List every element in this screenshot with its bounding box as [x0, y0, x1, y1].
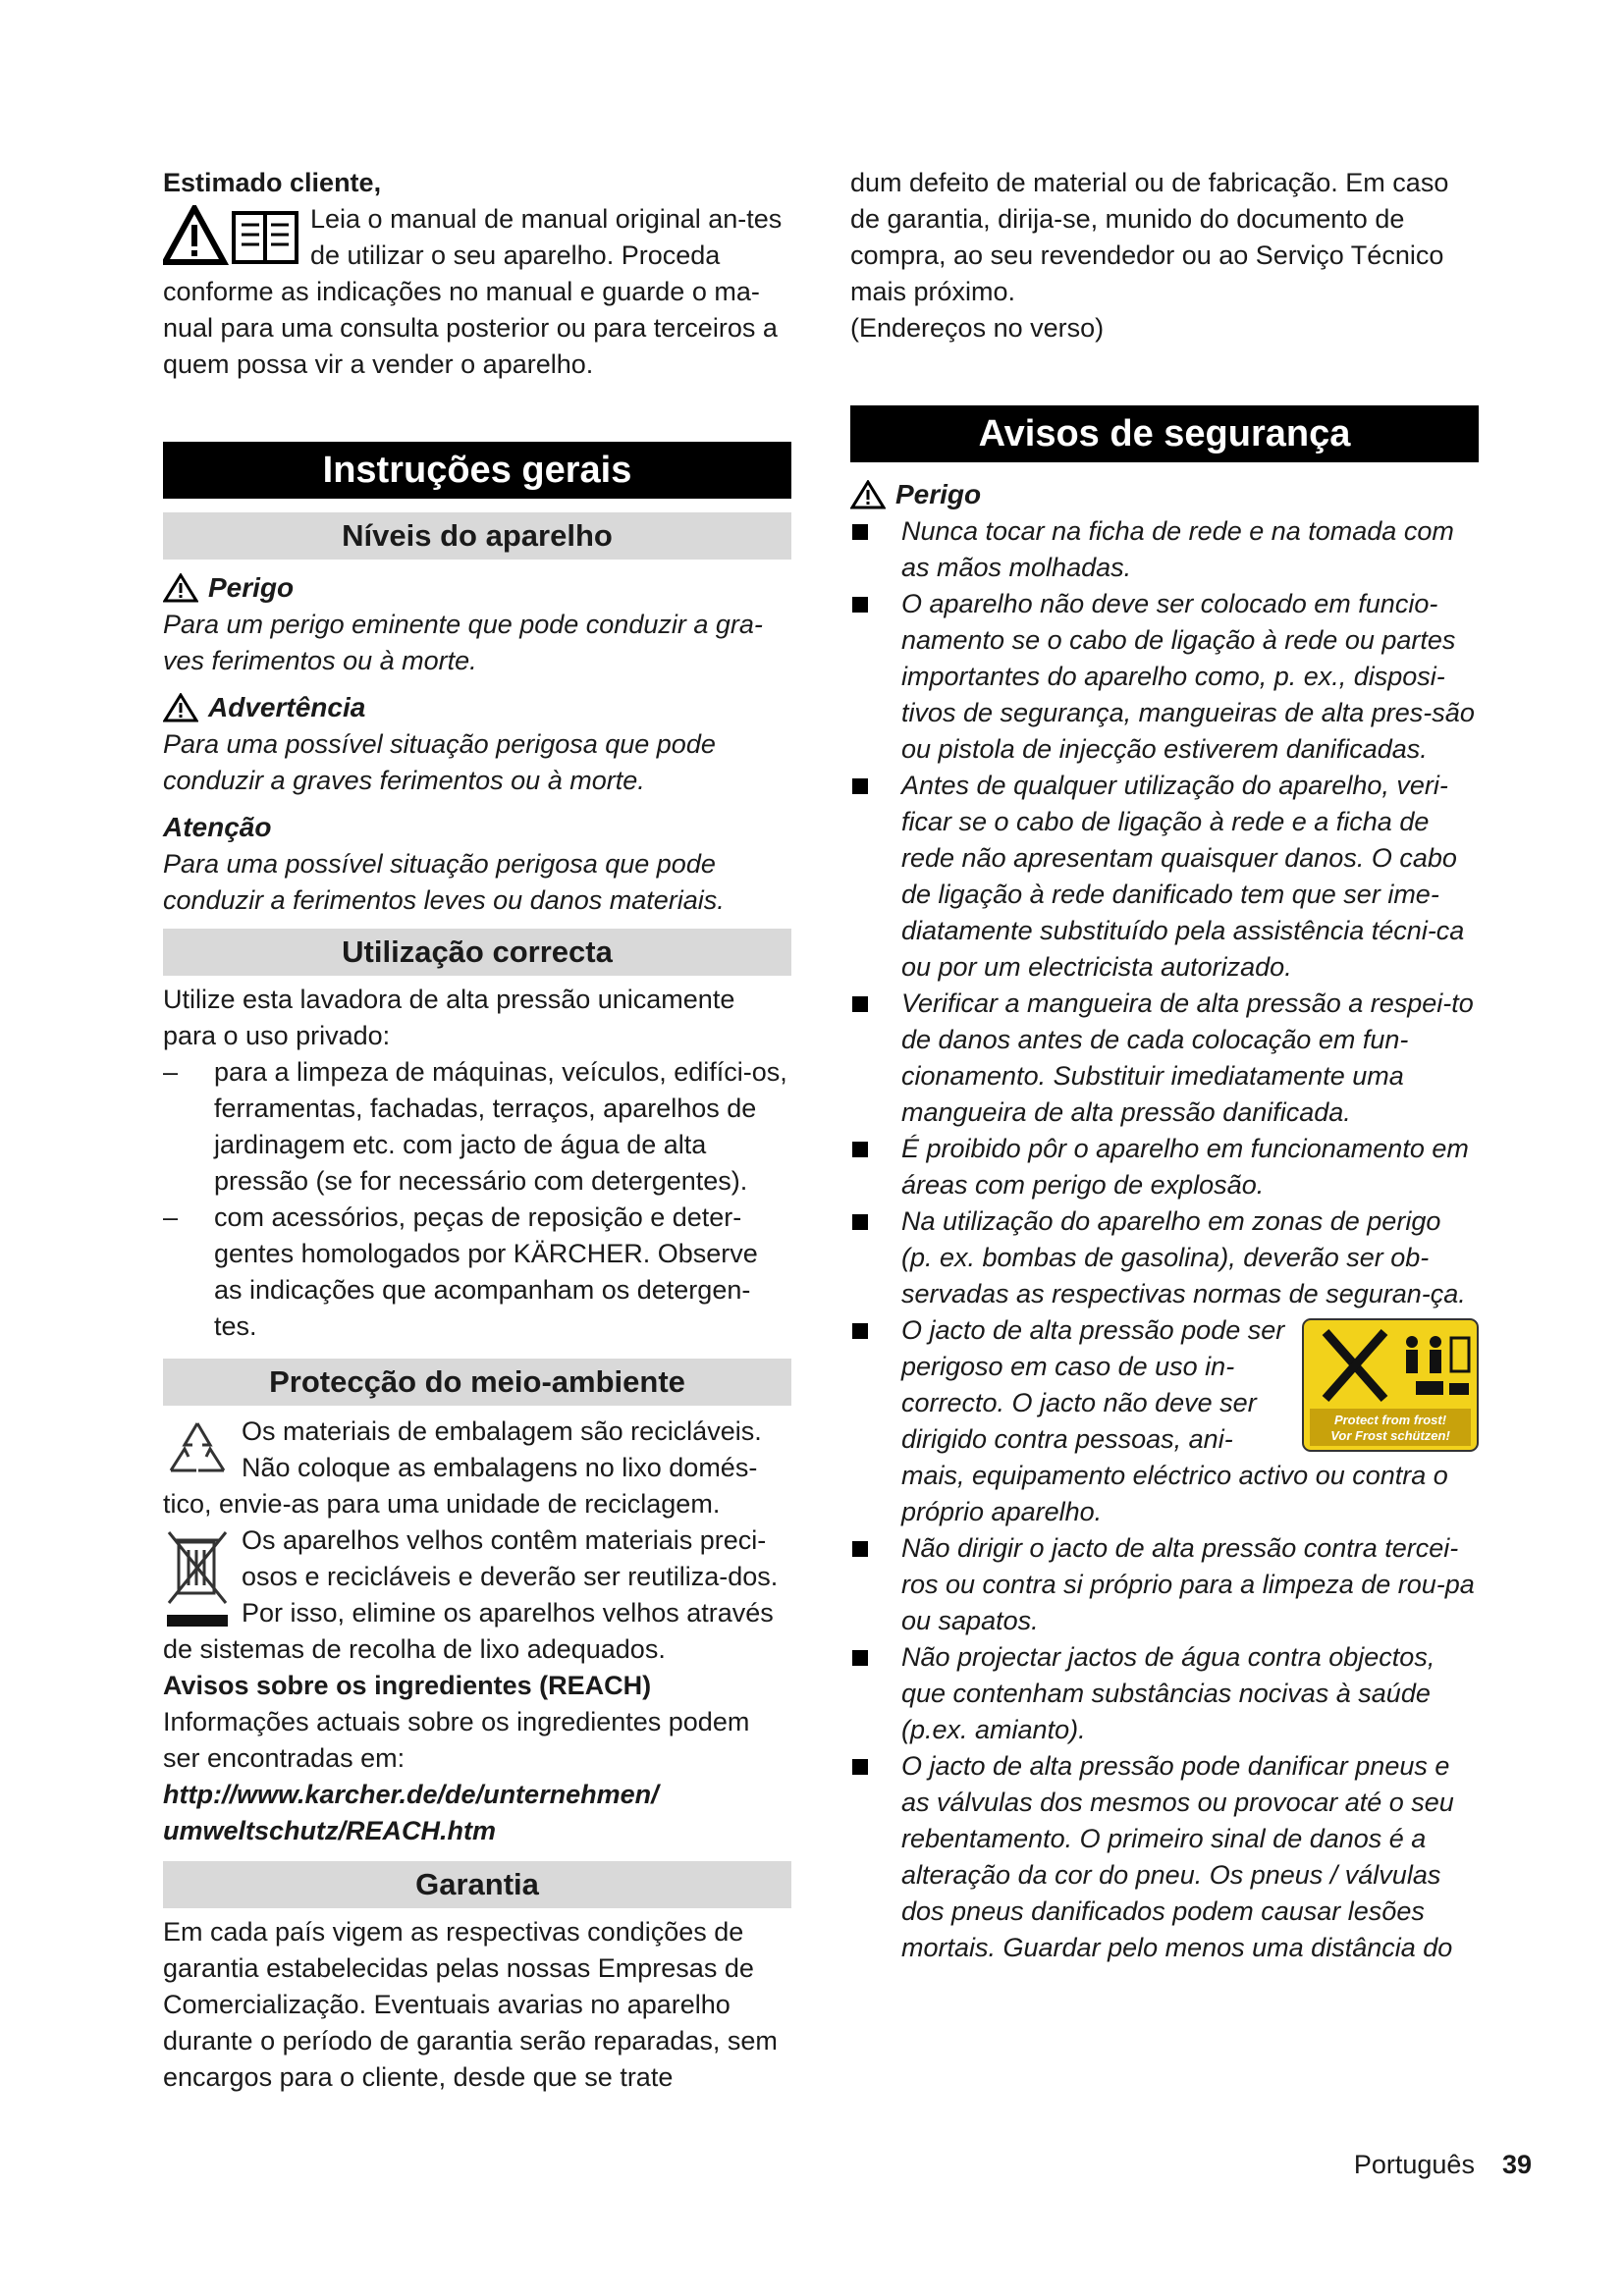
bullet-square-icon [852, 597, 868, 613]
warranty-addresses: (Endereços no verso) [850, 313, 1105, 343]
reach-text: Informações actuais sobre os ingredientes podem ser encontradas em: [163, 1707, 750, 1773]
safety-list [850, 513, 1479, 1966]
warranty-header: Garantia [163, 1861, 791, 1908]
bullet-square-icon [852, 1759, 868, 1775]
device-levels-header: Níveis do aparelho [163, 512, 791, 560]
svg-text:Protect from frost!: Protect from frost! [1333, 1413, 1447, 1427]
warranty-text-left: Em cada país vigem as respectivas condições de garantia estabelecidas pelas nossas Empresas de Comercialização. Eventuais avarias no aparelho durante o período de garantia serão reparadas, sem encargos para o cliente, desde que se trate [163, 1917, 778, 2092]
right-column [850, 165, 1479, 1966]
advertencia-text: Para uma possível situação perigosa que pode conduzir a graves ferimentos ou à morte. [163, 729, 716, 795]
bullet-square-icon [852, 1214, 868, 1230]
bullet-square-icon [852, 778, 868, 794]
environment-header: Protecção do meio-ambiente [163, 1359, 791, 1406]
intro-block [163, 201, 791, 383]
list-item: Na utilização do aparelho em zonas de perigo (p. ex. bombas de gasolina), deverão ser ob-servadas as respectivas normas de seguran-ça. [850, 1203, 1479, 1312]
correct-use-list [163, 1054, 791, 1345]
list-item: O aparelho não deve ser colocado em funcio-namento se o cabo de ligação à rede ou partes importantes do aparelho como, p. ex., disposi-tivos de segurança, mangueiras de alta pres-são ou pistola de injecção estiverem danificadas. [850, 586, 1479, 768]
atencao-label: Atenção [163, 812, 272, 842]
reach-link-2[interactable]: umweltschutz/REACH.htm [163, 1816, 497, 1845]
left-column [163, 165, 791, 2096]
perigo-title [163, 569, 791, 607]
correct-use-intro: Utilize esta lavadora de alta pressão unicamente para o uso privado: [163, 985, 735, 1050]
frost-warning-label-icon [1302, 1318, 1479, 1452]
safety-perigo-label: Perigo [895, 479, 982, 509]
list-item: Não projectar jactos de água contra objectos, que contenham substâncias nocivas à saúde (p.ex. amianto). [850, 1639, 1479, 1748]
bullet-square-icon [852, 1541, 868, 1557]
warning-triangle-icon [163, 693, 198, 722]
bullet-square-icon [852, 1142, 868, 1157]
greeting: Estimado cliente, [163, 168, 382, 197]
perigo-text: Para um perigo eminente que pode conduzir a gra-ves ferimentos ou à morte. [163, 610, 763, 675]
list-item: Protect from frost! Vor Frost schützen! O jacto de alta pressão pode ser perigoso em caso de uso in-correcto. O jacto não deve ser dirigido contra pessoas, ani-mais, equipamento eléctrico activo ou contra o próprio aparelho. [850, 1312, 1479, 1530]
footer-language: Português [1353, 2150, 1475, 2179]
warning-manual-icon [163, 205, 300, 266]
list-item: Antes de qualquer utilização do aparelho, veri-ficar se o cabo de ligação à rede e a ficha de rede não apresentam quaisquer danos. O cabo de ligação à rede danificado tem que ser ime-diatamente substituído pela assistência técni-ca ou por um electricista autorizado. [850, 768, 1479, 986]
warning-triangle-icon [850, 480, 886, 509]
list-item: É proibido pôr o aparelho em funcionamento em áreas com perigo de explosão. [850, 1131, 1479, 1203]
list-item: O jacto de alta pressão pode danificar pneus e as válvulas dos mesmos ou provocar até o seu rebentamento. O primeiro sinal de danos é a alteração da cor do pneu. Os pneus / válvulas dos pneus danificados podem causar lesões mortais. Guardar pelo menos uma distância do [850, 1748, 1479, 1966]
bullet-square-icon [852, 524, 868, 540]
intro-text-a: Leia o manual de manual original an-tes de utilizar o seu aparelho. Proceda [310, 204, 783, 270]
general-instructions-header: Instruções gerais [163, 442, 791, 499]
atencao-text: Para uma possível situação perigosa que pode conduzir a ferimentos leves ou danos materiais. [163, 849, 725, 915]
page-footer [1354, 2150, 1532, 2180]
page-number: 39 [1501, 2150, 1532, 2179]
safety-perigo-title [850, 476, 1479, 513]
bullet-square-icon [852, 1323, 868, 1339]
reach-title: Avisos sobre os ingredientes (REACH) [163, 1671, 652, 1700]
reach-link-1[interactable]: http://www.karcher.de/de/unternehmen/ [163, 1780, 659, 1809]
weee-block [163, 1522, 791, 1668]
recycle-icon [163, 1417, 232, 1482]
crossed-bin-icon [163, 1526, 232, 1629]
atencao-title [163, 809, 791, 846]
list-item: – com acessórios, peças de reposição e deter-gentes homologados por KÄRCHER. Observe as indicações que acompanham os detergen-tes. [163, 1202, 758, 1341]
svg-text:Vor Frost schützen!: Vor Frost schützen! [1330, 1428, 1450, 1443]
recycle-text: Os materiais de embalagem são recicláveis. Não coloque as embalagens no lixo domés-tico, envie-as para uma unidade de reciclagem. [163, 1416, 762, 1519]
list-item: Não dirigir o jacto de alta pressão contra tercei-ros ou contra si próprio para a limpeza de rou-pa ou sapatos. [850, 1530, 1479, 1639]
warning-triangle-icon [163, 573, 198, 603]
warranty-text-right: dum defeito de material ou de fabricação. Em caso de garantia, dirija-se, munido do documento de compra, ao seu revendedor ou ao Serviço Técnico mais próximo. [850, 168, 1449, 306]
safety-header: Avisos de segurança [850, 405, 1479, 462]
bullet-square-icon [852, 996, 868, 1012]
intro-text-b: conforme as indicações no manual e guarde o ma-nual para uma consulta posterior ou para terceiros a quem possa vir a vender o aparelho. [163, 277, 778, 379]
advertencia-label: Advertência [208, 692, 366, 722]
perigo-label: Perigo [208, 572, 295, 603]
weee-text: Os aparelhos velhos contêm materiais preci-osos e recicláveis e deverão ser reutiliza-dos. Por isso, elimine os aparelhos velhos através de sistemas de recolha de lixo adequados. [163, 1525, 779, 1664]
list-item: – para a limpeza de máquinas, veículos, edifíci-os, ferramentas, fachadas, terraços, aparelhos de jardinagem etc. com jacto de água de alta pressão (se for necessário com detergentes). [163, 1057, 787, 1196]
bullet-square-icon [852, 1650, 868, 1666]
list-item: Nunca tocar na ficha de rede e na tomada com as mãos molhadas. [850, 513, 1479, 586]
list-item: Verificar a mangueira de alta pressão a respei-to de danos antes de cada colocação em fun-cionamento. Substituir imediatamente uma mangueira de alta pressão danificada. [850, 986, 1479, 1131]
advertencia-title [163, 689, 791, 726]
recycle-block [163, 1414, 791, 1522]
correct-use-header: Utilização correcta [163, 929, 791, 976]
